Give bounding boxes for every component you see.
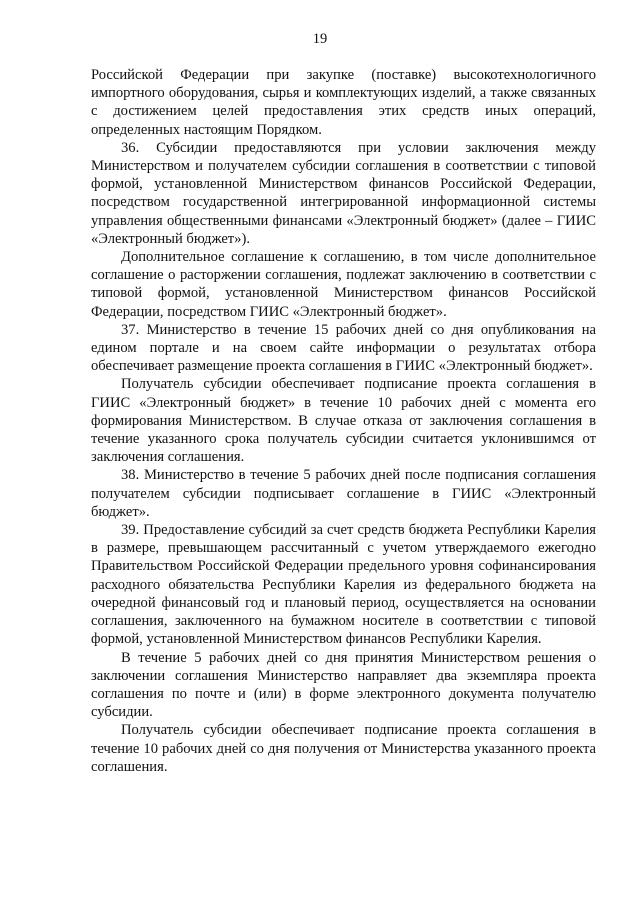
paragraph-37-signing: Получатель субсидии обеспечивает подписание проекта соглашения в ГИИС «Электронный бюджет» в течение 10 рабочих дней с момента его формирования Министерством. В случае отказа от заключения соглашения в течение указанного срока получатель субсидии считается уклонившимся от заключения соглашения. — [91, 376, 596, 466]
paragraph-continuation: Российской Федерации при закупке (поставке) высокотехнологичного импортного оборудования, сырья и комплектующих изделий, а также связанных с достижением целей предоставления этих средств иных операций, определенных настоящим Порядком. — [91, 67, 596, 138]
paragraph-39-signing: Получатель субсидии обеспечивает подписание проекта соглашения в течение 10 рабочих дней со дня получения от Министерства указанного проекта соглашения. — [91, 722, 596, 775]
paragraph-39: 39. Предоставление субсидий за счет средств бюджета Республики Карелия в размере, превышающем рассчитанный с учетом утверждаемого ежегодно Правительством Российской Федерации предельного уровня софинансирования расходного обязательства Республики Карелия из федерального бюджета на очередной финансовый год и плановый период, осуществляется на основании соглашения, заключенного на бумажном носителе в соответствии с типовой формой, установленной Министерством финансов Республики Карелия. — [91, 522, 596, 648]
paragraph-36-additional-agreement: Дополнительное соглашение к соглашению, в том числе дополнительное соглашение о расторжении соглашения, подлежат заключению в соответствии с типовой формой, установленной Министерством финансов Российской Федерации, посредством ГИИС «Электронный бюджет». — [91, 249, 596, 320]
paragraph-36: 36. Субсидии предоставляются при условии заключения между Министерством и получателем субсидии соглашения в соответствии с типовой формой, установленной Министерством финансов Российской Федерации, посредством государственной интегрированной информационной системы управления общественными финансами «Электронный бюджет» (далее – ГИИС «Электронный бюджет»). — [91, 139, 596, 247]
paragraph-38: 38. Министерство в течение 5 рабочих дней после подписания соглашения получателем субсидии подписывает соглашение в ГИИС «Электронный бюджет». — [91, 467, 596, 520]
document-body — [91, 66, 596, 776]
paragraph-39-decision: В течение 5 рабочих дней со дня принятия Министерством решения о заключении соглашения Министерство направляет два экземпляра проекта соглашения по почте и (или) в форме электронного документа получателю субсидии. — [91, 649, 596, 721]
paragraph-37: 37. Министерство в течение 15 рабочих дней со дня опубликования на едином портале и на своем сайте информации о результатах отбора обеспечивает размещение проекта соглашения в ГИИС «Электронный бюджет». — [91, 321, 596, 375]
page-number: 19 — [312, 31, 328, 47]
